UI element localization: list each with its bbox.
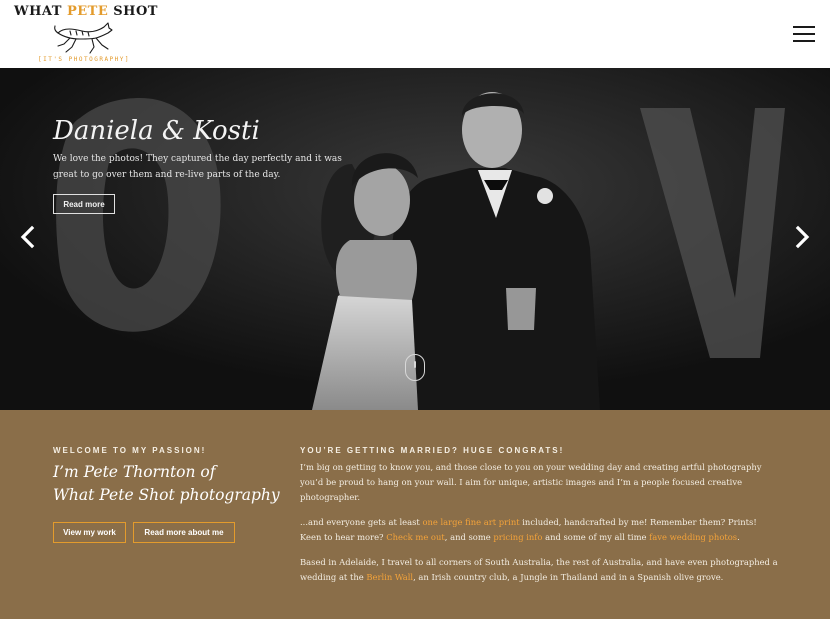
fine-art-print-link[interactable]: one large fine art print	[422, 517, 520, 527]
testimonial-title: Daniela & Kosti	[53, 116, 260, 146]
married-body	[300, 460, 780, 595]
chevron-right-icon[interactable]	[792, 225, 812, 249]
pricing-info-link[interactable]: pricing info	[493, 532, 543, 542]
read-more-button[interactable]: Read more	[53, 194, 115, 214]
welcome-section	[0, 410, 830, 619]
view-my-work-button[interactable]: View my work	[53, 522, 126, 543]
welcome-heading	[53, 461, 280, 507]
read-more-about-me-button[interactable]: Read more about me	[133, 522, 235, 543]
hero-slider	[0, 68, 830, 410]
mouse-scroll-icon[interactable]	[405, 354, 425, 381]
travel-paragraph: Based in Adelaide, I travel to all corners of South Australia, the rest of Australia, and have even photographed a wedding at the Berlin Wall, an Irish country club, a Jungle in Thailand and in a Spanish olive grove.	[300, 557, 778, 582]
check-me-out-link[interactable]: Check me out	[386, 532, 445, 542]
logo-tagline: [IT'S PHOTOGRAPHY]	[37, 56, 131, 63]
intro-paragraph: I’m big on getting to know you, and those close to you on your wedding day and creating artful photography you’d be proud to hang on your wall. I aim for unique, artistic images and I’m a people focused creative photographer.	[300, 462, 762, 502]
welcome-eyebrow: WELCOME TO MY PASSION!	[53, 446, 207, 455]
site-logo[interactable]	[14, 4, 158, 64]
testimonial-quote: We love the photos! They captured the day perfectly and it was great to go over them and re-live parts of the day.	[53, 154, 342, 180]
berlin-wall-link[interactable]: Berlin Wall	[366, 572, 414, 582]
hamburger-menu-icon[interactable]	[793, 26, 815, 42]
welcome-heading-line2: What Pete Shot photography	[53, 486, 280, 504]
logo-wordmark: WHAT PETE SHOT	[14, 4, 158, 19]
married-eyebrow: YOU’RE GETTING MARRIED? HUGE CONGRATS!	[300, 446, 565, 455]
fave-wedding-photos-link[interactable]: fave wedding photos	[649, 532, 738, 542]
chevron-left-icon[interactable]	[18, 225, 38, 249]
prints-paragraph: ...and everyone gets at least one large fine art print included, handcrafted by me! Remember them? Prints! Keen to hear more? Check me out, and some pricing info and some of my all time fave wedding photos.	[300, 517, 757, 542]
site-header	[0, 0, 830, 68]
fox-logo-icon	[52, 19, 116, 57]
welcome-heading-line1: I’m Pete Thornton of	[53, 463, 216, 481]
